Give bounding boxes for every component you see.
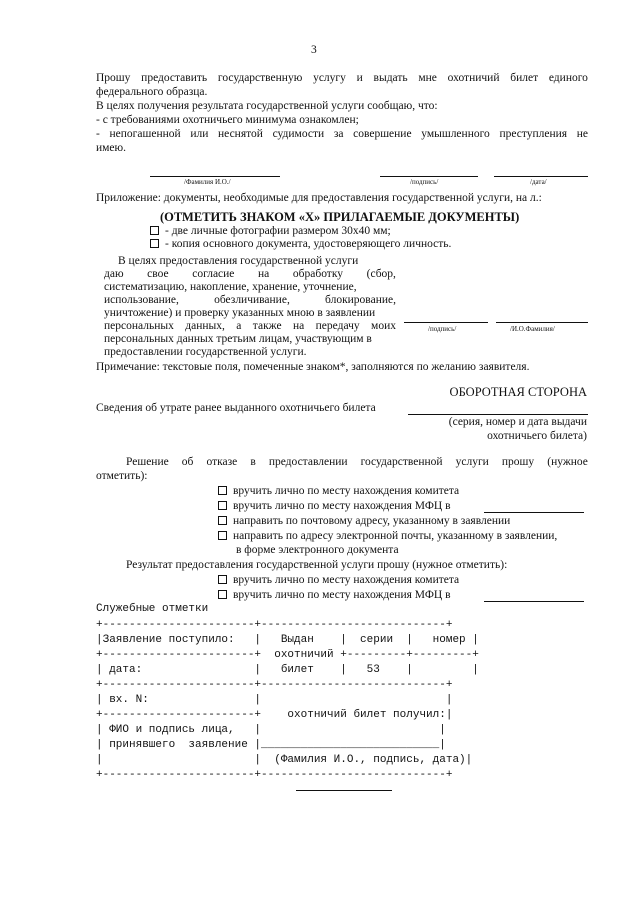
service-table-line: +-----------------------+ охотничий +---------+---------+	[96, 649, 479, 661]
date-caption: /дата/	[530, 178, 547, 186]
doc-item-photos[interactable]: - две личные фотографии размером 30х40 мм;	[150, 225, 391, 237]
page-number: 3	[311, 44, 317, 56]
word: преступления	[499, 128, 568, 140]
word: обработку	[292, 268, 344, 280]
word: Прошу	[96, 72, 131, 84]
loss-info-field[interactable]	[408, 414, 588, 415]
refusal-mfc-field[interactable]	[484, 512, 584, 513]
service-table-line: +-----------------------+----------------------------+	[96, 619, 453, 631]
service-table-line: | ФИО и подпись лица, | |	[96, 724, 446, 736]
checkbox[interactable]	[218, 575, 227, 584]
word: не	[576, 128, 588, 140]
checkbox[interactable]	[218, 486, 227, 495]
service-table-line: +-----------------------+----------------------------+	[96, 769, 453, 781]
refusal-option-email-cont: в форме электронного документа	[236, 544, 399, 556]
refusal-option-email[interactable]: направить по адресу электронной почты, указанному в заявлении,	[218, 530, 557, 542]
checkbox[interactable]	[218, 531, 227, 540]
fio-caption: /Фамилия И.О./	[184, 178, 231, 186]
sign-caption: /подпись/	[410, 178, 439, 186]
loss-info-label: Сведения об утрате ранее выданного охотничьего билета	[96, 402, 376, 414]
loss-hint-2: охотничьего билета)	[487, 430, 587, 442]
word: услуги	[455, 456, 489, 468]
word: отказе	[206, 456, 238, 468]
doc-item-passport-copy[interactable]: - копия основного документа, удостоверяющего личность.	[150, 238, 451, 250]
service-table-line: | | (Фамилия И.О., подпись, дата)|	[96, 754, 473, 766]
word: единого	[548, 72, 588, 84]
word: государственную	[217, 72, 303, 84]
refusal-option-committee[interactable]: вручить лично по месту нахождения комитета	[218, 485, 459, 497]
service-table-line: +-----------------------+----------------------------+	[96, 679, 453, 691]
checkbox[interactable]	[150, 239, 159, 248]
word: -	[96, 128, 100, 140]
consent-fio-caption: /И.О.Фамилия/	[510, 325, 555, 333]
word: мне	[418, 72, 437, 84]
word: даю	[104, 268, 124, 280]
refusal-option-mfc[interactable]: вручить лично по месту нахождения МФЦ в	[218, 500, 451, 512]
result-option-committee[interactable]: вручить лично по месту нахождения комитета	[218, 574, 459, 586]
loss-hint-1: (серия, номер и дата выдачи	[448, 416, 587, 428]
consent-line-4	[104, 294, 396, 306]
service-table-line: | вх. N: | |	[96, 694, 453, 706]
fio-line[interactable]	[150, 176, 280, 177]
refusal-line-1	[126, 456, 588, 468]
word: государственной	[360, 456, 443, 468]
word: за	[333, 128, 344, 140]
note-line: Примечание: текстовые поля, помеченные знаком*, заполняются по желанию заявителя.	[96, 361, 530, 373]
word: персональных	[104, 320, 174, 332]
word: а	[236, 320, 242, 332]
checkbox[interactable]	[218, 590, 227, 599]
word: в	[250, 456, 256, 468]
sign-line[interactable]	[380, 176, 478, 177]
word: судимости	[272, 128, 325, 140]
bottom-rule	[296, 790, 392, 791]
word: предоставлении	[268, 456, 348, 468]
consent-line-7: персональных данных третьим лицам, участвующим в	[104, 333, 372, 345]
refusal-option-post[interactable]: направить по почтовому адресу, указанному в заявлении	[218, 515, 510, 527]
word: на	[292, 320, 305, 332]
request-line-3: В целях получения результата государственной услуги сообщаю, что:	[96, 100, 438, 112]
request-line-6: имею.	[96, 142, 127, 154]
request-line-5	[96, 128, 588, 140]
consent-line-8: предоставлении государственной услуги.	[104, 346, 307, 358]
word: передачу	[315, 320, 360, 332]
word: (сбор,	[366, 268, 396, 280]
word: моих	[371, 320, 396, 332]
service-marks-table	[96, 618, 479, 783]
word: неснятой	[218, 128, 263, 140]
date-line[interactable]	[494, 176, 588, 177]
consent-line-2	[104, 268, 396, 280]
word: предоставить	[141, 72, 208, 84]
word: на	[258, 268, 270, 280]
word: также	[252, 320, 282, 332]
word: умышленного	[421, 128, 490, 140]
word: Решение	[126, 456, 169, 468]
checkbox[interactable]	[218, 501, 227, 510]
word: (нужное	[547, 456, 588, 468]
request-line-4: - с требованиями охотничьего минимума ознакомлен;	[96, 114, 359, 126]
word: выдать	[373, 72, 408, 84]
word: услугу	[313, 72, 346, 84]
service-table-line: |Заявление поступило: | Выдан | серии | номер |	[96, 634, 479, 646]
consent-line-6	[104, 320, 396, 332]
service-table-line: | дата: | билет | 53 | |	[96, 664, 479, 676]
word: охотничий	[447, 72, 500, 84]
result-line-1: Результат предоставления государственной услуги прошу (нужное отметить):	[126, 559, 508, 571]
service-marks-title: Служебные отметки	[96, 603, 209, 615]
word: об	[181, 456, 194, 468]
result-mfc-field[interactable]	[484, 601, 584, 602]
service-table-line: | принявшего заявление |___________________________|	[96, 739, 446, 751]
word: обезличивание,	[214, 294, 290, 306]
word: и	[356, 72, 363, 84]
refusal-line-2: отметить):	[96, 470, 148, 482]
service-table-line: +-----------------------+ охотничий билет получил:|	[96, 709, 453, 721]
consent-fio-line[interactable]	[496, 322, 588, 323]
consent-sign-caption: /подпись/	[428, 325, 457, 333]
consent-line-5: уничтожение) и проверку указанных мною в заявлении	[104, 307, 376, 319]
request-line-2: федерального образца.	[96, 86, 208, 98]
word: свое	[147, 268, 169, 280]
word: прошу	[501, 456, 535, 468]
word: билет	[510, 72, 539, 84]
consent-line-3: систематизацию, накопление, хранение, уточнение,	[104, 281, 357, 293]
result-option-mfc[interactable]: вручить лично по месту нахождения МФЦ в	[218, 589, 451, 601]
word: совершение	[353, 128, 412, 140]
request-line-1	[96, 72, 588, 84]
word: согласие	[192, 268, 235, 280]
word: блокирование,	[325, 294, 396, 306]
documents-heading: (ОТМЕТИТЬ ЗНАКОМ «Х» ПРИЛАГАЕМЫЕ ДОКУМЕНТЫ)	[160, 210, 520, 224]
consent-sign-line[interactable]	[404, 322, 488, 323]
word: использование,	[104, 294, 179, 306]
word: непогашенной	[109, 128, 181, 140]
checkbox[interactable]	[218, 516, 227, 525]
consent-line-1: В целях предоставления государственной услуги	[118, 255, 359, 267]
checkbox[interactable]	[150, 226, 159, 235]
word: или	[190, 128, 209, 140]
attachment-line: Приложение: документы, необходимые для предоставления государственной услуги, на л.:	[96, 192, 542, 204]
reverse-side-title: ОБОРОТНАЯ СТОРОНА	[449, 385, 587, 399]
word: данных,	[185, 320, 225, 332]
